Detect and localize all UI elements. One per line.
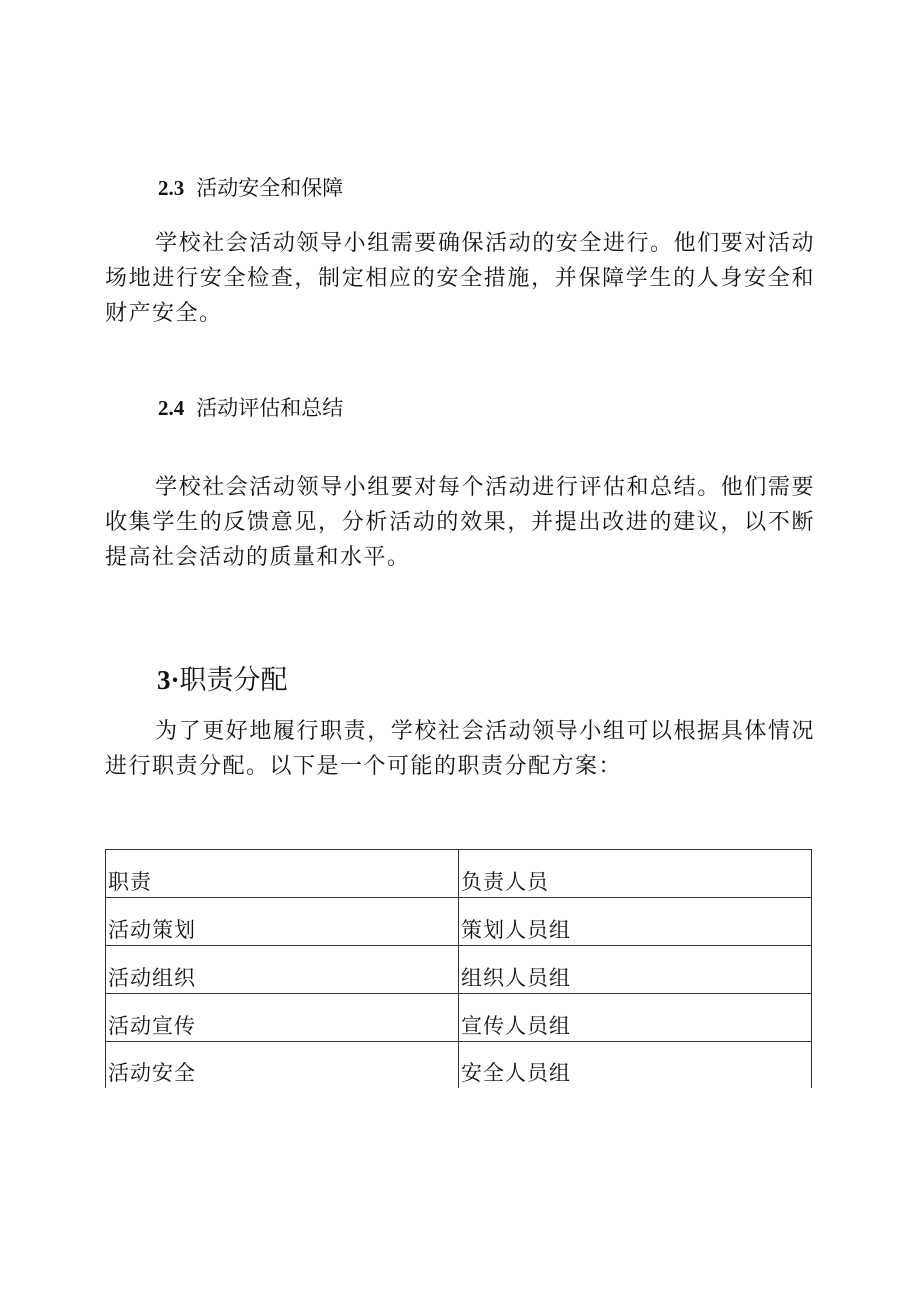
heading-number: 3· (157, 665, 180, 695)
table-row (106, 994, 812, 1042)
table-cell: 活动组织 (106, 946, 459, 994)
section-title: 活动评估和总结 (196, 396, 344, 420)
section-number: 2.3 (158, 176, 185, 200)
table-row (106, 898, 812, 946)
responsibility-table (105, 849, 812, 1088)
paragraph-text: 学校社会活动领导小组需要确保活动的安全进行。他们要对活动场地进行安全检查，制定相应的安全措施，并保障学生的人身安全和财产安全。 (105, 231, 815, 326)
table-cell: 组织人员组 (459, 946, 812, 994)
table-cell: 策划人员组 (459, 898, 812, 946)
section-heading-2-3 (158, 174, 343, 202)
section-paragraph-2-3 (105, 226, 815, 331)
table-header-cell: 职责 (106, 850, 459, 898)
paragraph-text: 为了更好地履行职责，学校社会活动领导小组可以根据具体情况进行职责分配。以下是一个可能的职责分配方案： (105, 719, 815, 779)
heading-3 (157, 662, 288, 699)
table-cell: 活动安全 (106, 1042, 459, 1089)
heading-title: 职责分配 (179, 665, 288, 696)
section-number: 2.4 (158, 396, 185, 420)
section-heading-2-4 (158, 394, 343, 422)
table-cell: 安全人员组 (459, 1042, 812, 1089)
paragraph-text: 学校社会活动领导小组要对每个活动进行评估和总结。他们需要收集学生的反馈意见，分析活动的效果，并提出改进的建议，以不断提高社会活动的质量和水平。 (105, 475, 815, 570)
table-row (106, 1042, 812, 1089)
table-cell: 活动宣传 (106, 994, 459, 1042)
table-cell: 活动策划 (106, 898, 459, 946)
table-cell: 宣传人员组 (459, 994, 812, 1042)
table-header-cell: 负责人员 (459, 850, 812, 898)
section-title: 活动安全和保障 (196, 176, 344, 200)
table-row (106, 946, 812, 994)
table-header-row (106, 850, 812, 898)
section-paragraph-2-4 (105, 470, 815, 575)
heading-3-paragraph (105, 714, 815, 784)
